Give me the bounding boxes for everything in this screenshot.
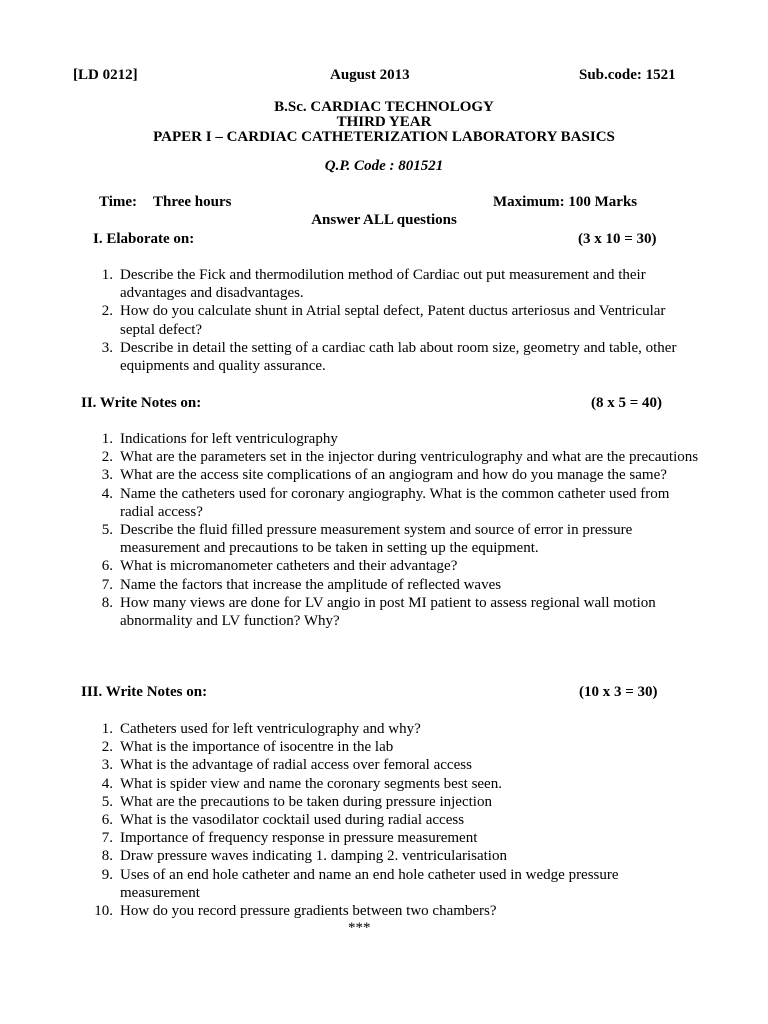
instruction: Answer ALL questions: [311, 212, 457, 228]
question-item: 1 . Describe the Fick and thermodilution method of Cardiac out put measurement and their advantages and disadvantages.: [91, 266, 701, 302]
question-item: 10 . How do you record pressure gradients between two chambers?: [91, 902, 701, 920]
question-item: 9 . Uses of an end hole catheter and name an end hole catheter used in wedge pressure measurement: [91, 866, 701, 902]
paper-title: PAPER I – CARDIAC CATHETERIZATION LABORATORY BASICS: [153, 129, 615, 145]
question-item: 4 . Name the catheters used for coronary angiography. What is the common catheter used from radial access?: [91, 485, 701, 521]
exam-date: August 2013: [330, 67, 410, 83]
time-label: Time:: [99, 194, 138, 210]
question-item: 2 . What is the importance of isocentre in the lab: [91, 738, 701, 756]
question-item: 1 . Indications for left ventriculography: [91, 430, 701, 448]
question-item: 3 . What is the advantage of radial access over femoral access: [91, 756, 701, 774]
section-3-marks: (10 x 3 = 30): [579, 684, 658, 700]
question-item: 5 . What are the precautions to be taken during pressure injection: [91, 793, 701, 811]
sub-code: Sub.code: 1521: [579, 67, 676, 83]
qp-code: Q.P. Code : 801521: [324, 158, 444, 174]
section-1-marks: (3 x 10 = 30): [578, 231, 657, 247]
question-item: 5 . Describe the fluid filled pressure measurement system and source of error in pressure measurement and precautions to be taken in setting up the equipment.: [91, 521, 701, 557]
section-3-heading: III. Write Notes on:: [81, 684, 208, 700]
time-value: Three hours: [153, 194, 232, 210]
question-item: 8 . Draw pressure waves indicating 1. damping 2. ventricularisation: [91, 847, 701, 865]
degree-title: B.Sc. CARDIAC TECHNOLOGY: [274, 99, 494, 115]
section-2-marks: (8 x 5 = 40): [591, 395, 663, 411]
question-item: 1 . Catheters used for left ventriculography and why?: [91, 720, 701, 738]
ld-code: [LD 0212]: [73, 67, 138, 83]
question-item: 6 . What is the vasodilator cocktail used during radial access: [91, 811, 701, 829]
section-2-questions: [91, 430, 701, 630]
question-item: 7 . Name the factors that increase the amplitude of reflected waves: [91, 576, 701, 594]
section-2-heading: II. Write Notes on:: [81, 395, 202, 411]
question-item: 3 . Describe in detail the setting of a cardiac cath lab about room size, geometry and table, other equipments and quality assurance.: [91, 339, 701, 375]
question-item: 3 . What are the access site complications of an angiogram and how do you manage the same?: [91, 466, 701, 484]
max-marks: Maximum: 100 Marks: [493, 194, 638, 210]
question-item: 4 . What is spider view and name the coronary segments best seen.: [91, 775, 701, 793]
section-1-questions: [91, 266, 701, 375]
question-item: 2 . How do you calculate shunt in Atrial septal defect, Patent ductus arteriosus and Ventricular septal defect?: [91, 302, 701, 338]
question-item: 2 . What are the parameters set in the injector during ventriculography and what are the precautions: [91, 448, 701, 466]
year-title: THIRD YEAR: [336, 114, 432, 130]
question-item: 7 . Importance of frequency response in pressure measurement: [91, 829, 701, 847]
question-item: 6 . What is micromanometer catheters and their advantage?: [91, 557, 701, 575]
section-1-heading: I. Elaborate on:: [93, 231, 195, 247]
end-mark: ***: [348, 920, 371, 936]
question-item: 8 . How many views are done for LV angio in post MI patient to assess regional wall motion abnormality and LV function? Why?: [91, 594, 701, 630]
section-3-questions: [91, 720, 701, 920]
